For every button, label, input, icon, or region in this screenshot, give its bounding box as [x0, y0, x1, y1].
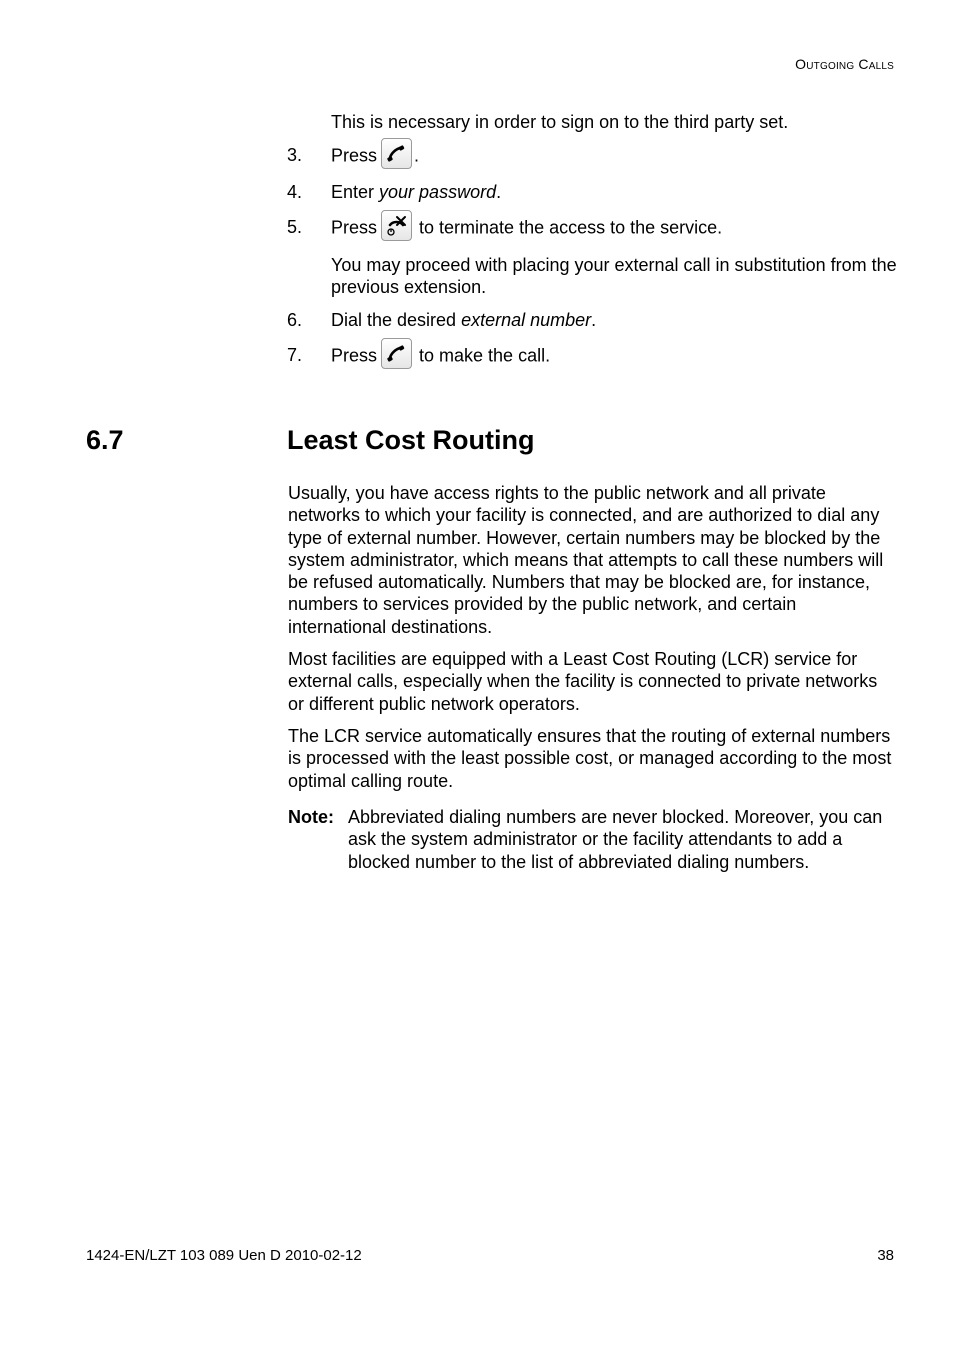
step-text: Press	[331, 217, 378, 238]
step-emphasis: your password	[379, 182, 497, 202]
step-5	[287, 216, 897, 298]
step-text-after: to make the call.	[414, 345, 551, 366]
step-number: 3.	[287, 145, 303, 165]
step-number: 7.	[287, 345, 303, 365]
page-number: 38	[877, 1247, 894, 1264]
step-text-after: .	[414, 145, 420, 166]
step-text-after: .	[496, 182, 502, 202]
step-3	[287, 144, 897, 169]
paragraph-3: The LCR service automatically ensures that the routing of external numbers is processed with the least possible cost, or managed according to the most optimal calling route.	[288, 726, 892, 791]
section-number: 6.7	[86, 425, 124, 455]
note-label: Note:	[288, 807, 334, 827]
step-text-after: .	[591, 310, 597, 330]
running-header: Outgoing Calls	[795, 56, 894, 72]
intro-text: This is necessary in order to sign on to the third party set.	[331, 112, 789, 132]
step-emphasis: external number	[461, 310, 592, 330]
step-text: Enter	[331, 182, 380, 202]
document-id: 1424-EN/LZT 103 089 Uen D 2010-02-12	[86, 1247, 362, 1264]
step-4	[287, 181, 897, 203]
step-7	[287, 344, 897, 369]
paragraph-2: Most facilities are equipped with a Least Cost Routing (LCR) service for external calls, especially when the facility is connected to private networks or different public network operators.	[288, 649, 878, 714]
step-text: Press	[331, 345, 378, 366]
step-text: Dial the desired	[331, 310, 462, 330]
step-text: Press	[331, 145, 378, 166]
paragraph-1: Usually, you have access rights to the public network and all private networks to which your facility is connected, and are authorized to dial any type of external number. However, certain numbers may be blocked by the system administrator, which means that attempts to call these numbers will be refused automatically. Numbers that may be blocked are, for instance, numbers to services provided by the public network, and certain international destinations.	[288, 483, 884, 637]
note-block	[288, 806, 898, 873]
step-number: 5.	[287, 217, 303, 237]
phone-offhook-icon	[381, 138, 412, 169]
note-text: Abbreviated dialing numbers are never blocked. Moreover, you can ask the system administrator or the facility attendants to add a blocked number to the list of abbreviated dialing numbers.	[348, 807, 883, 872]
step-6	[287, 309, 897, 331]
step-text-after: to terminate the access to the service.	[414, 217, 723, 238]
section-title: Least Cost Routing	[287, 425, 535, 455]
step-number: 6.	[287, 310, 303, 330]
step-5-note: You may proceed with placing your external call in substitution from the previous extension.	[331, 255, 897, 297]
phone-hangup-icon	[381, 210, 412, 241]
step-number: 4.	[287, 182, 303, 202]
phone-offhook-icon	[381, 338, 412, 369]
